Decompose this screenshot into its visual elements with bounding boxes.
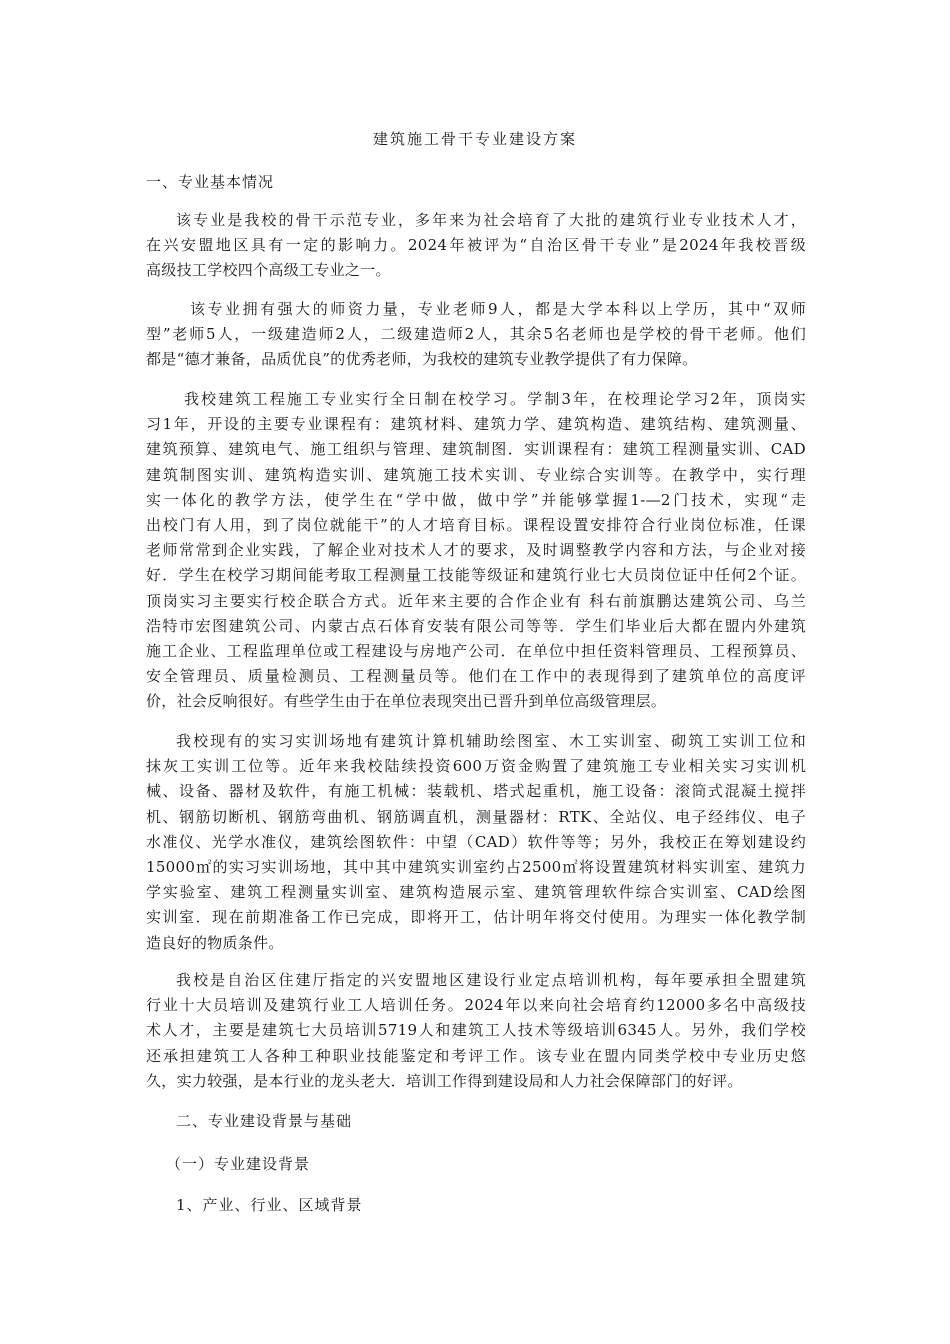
paragraph-line: 造良好的物质条件。 [146,933,284,952]
paragraph-line: 我校建筑工程施工专业实行全日制在校学习。学制3年，在校理论学习2年，顶岗实 [184,390,806,408]
paragraph-1 [146,208,806,284]
paragraph-line: 施工企业、工程监理单位或工程建设与房地产公司．在单位中担任资料管理员、工程预算员、 [146,642,806,661]
paragraph-line: 在兴安盟地区具有一定的影响力。2024年被评为“自治区骨干专业”是2024年我校晋级 [146,236,806,255]
paragraph-line: 我校是自治区住建厅指定的兴安盟地区建设行业定点培训机构，每年要承担全盟建筑 [176,971,806,989]
paragraph-line: 还承担建筑工人各种工种职业技能鉴定和考评工作。该专业在盟内同类学校中专业历史悠 [146,1046,806,1065]
paragraph-line: 出校门有人用，到了岗位就能干”的人才培育目标。课程设置安排符合行业岗位标准，任课 [146,516,806,535]
paragraph-line: 型”老师5人，一级建造师2人，二级建造师2人，其余5名老师也是学校的骨干老师。他们 [146,325,806,344]
paragraph-line: 学实验室、建筑工程测量实训室、建筑构造展示室、建筑管理软件综合实训室、CAD绘图 [146,883,806,902]
document-title: 建筑施工骨干专业建设方案 [372,130,577,148]
paragraph-line: 术人才，主要是建筑七大员培训5719人和建筑工人技术等级培训6345人。另外，我们学校 [146,1021,806,1040]
paragraph-line: 实一体化的教学方法，使学生在“学中做，做中学”并能够掌握1-—2门技术，实现“走 [146,490,806,509]
paragraph-line: 浩特市宏图建筑公司、内蒙古点石体育安装有限公司等等．学生们毕业后大都在盟内外建筑 [146,616,806,635]
paragraph-line: 水准仪、光学水准仪，建筑绘图软件：中望（CAD）软件等等；另外，我校正在筹划建设约 [146,832,806,851]
paragraph-line: 价，社会反响很好。有些学生由于在单位表现突出已晋升到单位高级管理层。 [146,692,667,711]
paragraph-line: 行业十大员培训及建筑行业工人培训任务。2024年以来向社会培育约12000多名中高级技 [146,996,806,1015]
section-heading-1: 一、专业基本情况 [146,173,275,191]
paragraph-line: 建筑预算、建筑电气、施工组织与管理、建筑制图．实训课程有：建筑工程测量实训、CAD [146,440,806,459]
paragraph-3 [146,387,806,715]
paragraph-line: 安全管理员、质量检测员、工程测量员等。他们在工作中的表现得到了建筑单位的高度评 [146,667,806,686]
paragraph-line: 该专业拥有强大的师资力量，专业老师9人，都是大学本科以上学历，其中“双师 [190,300,806,318]
paragraph-line: 好．学生在校学习期间能考取工程测量工技能等级证和建筑行业七大员岗位证中任何2个证。 [146,566,806,585]
paragraph-line: 习1年，开设的主要专业课程有：建筑材料、建筑力学、建筑构造、建筑结构、建筑测量、 [146,415,806,434]
subsection-heading-1: （一）专业建设背景 [166,1155,311,1173]
item-heading-1: 1、产业、行业、区域背景 [176,1196,363,1214]
paragraph-4 [146,729,806,956]
paragraph-line: 顶岗实习主要实行校企联合方式。近年来主要的合作企业有 科右前旗鹏达建筑公司、乌兰 [146,591,806,610]
paragraph-line: 该专业是我校的骨干示范专业，多年来为社会培育了大批的建筑行业专业技术人才， [176,211,806,229]
paragraph-line: 都是“德才兼备，品质优良”的优秀老师，为我校的建筑专业教学提供了有力保障。 [146,350,698,369]
paragraph-5 [146,968,806,1094]
paragraph-line: 实训室．现在前期准备工作已完成，即将开工，估计明年将交付使用。为理实一体化教学制 [146,908,806,927]
paragraph-line: 建筑制图实训、建筑构造实训、建筑施工技术实训、专业综合实训等。在教学中，实行理 [146,465,806,484]
paragraph-line: 我校现有的实习实训场地有建筑计算机辅助绘图室、木工实训室、砌筑工实训工位和 [176,732,806,750]
paragraph-line: 久，实力较强，是本行业的龙头老大．培训工作得到建设局和人力社会保障部门的好评。 [146,1071,743,1090]
paragraph-line: 高级技工学校四个高级工专业之一。 [146,261,391,280]
paragraph-line: 老师常常到企业实践，了解企业对技术人才的要求，及时调整教学内容和方法，与企业对接 [146,541,806,560]
paragraph-line: 15000㎡的实习实训场地，其中其中建筑实训室约占2500㎡将设置建筑材料实训室、建筑力 [146,858,806,877]
paragraph-line: 机、钢筋切断机、钢筋弯曲机、钢筋调直机，测量器材：RTK、全站仪、电子经纬仪、电子 [146,807,806,826]
paragraph-line: 抹灰工实训工位等。近年来我校陆续投资600万资金购置了建筑施工专业相关实习实训机 [146,757,806,776]
section-heading-2: 二、专业建设背景与基础 [176,1112,353,1130]
paragraph-line: 械、设备、器材及软件，有施工机械：装载机、塔式起重机，施工设备：滚筒式混凝土搅拌 [146,782,806,801]
paragraph-2 [146,297,806,373]
